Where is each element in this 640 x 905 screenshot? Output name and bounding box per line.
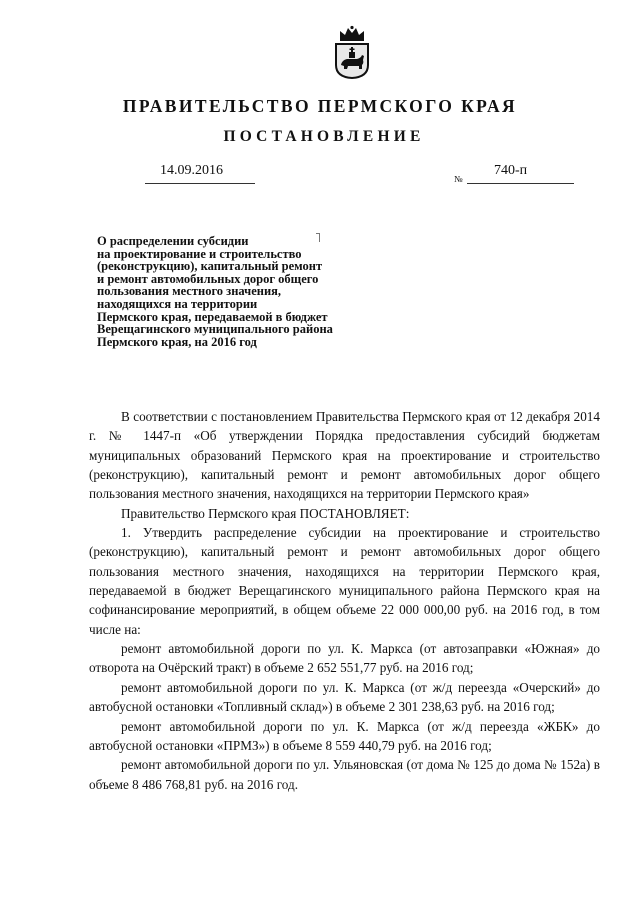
subject-line: (реконструкцию), капитальный ремонт bbox=[97, 259, 323, 274]
number-sign: № bbox=[454, 174, 463, 184]
road-item: ремонт автомобильной дороги по ул. К. Маркса (от автозаправки «Южная» до отворота на Очёрский тракт) в объеме 2 652 551,77 руб. на 2016 год; bbox=[89, 641, 600, 676]
government-title: ПРАВИТЕЛЬСТВО ПЕРМСКОГО КРАЯ bbox=[122, 96, 518, 116]
subject-line: Пермского края, на 2016 год bbox=[97, 334, 257, 349]
number-underline bbox=[467, 183, 574, 184]
document-number: 740-п bbox=[494, 163, 528, 178]
date-underline bbox=[145, 183, 255, 184]
subject-line: на проектирование и строительство bbox=[97, 246, 302, 261]
item-1-paragraph: 1. Утвердить распределение субсидии на проектирование и строительство (реконструкцию), капитальный ремонт и ремонт автомобильных дорог общего пользования местного значения, находящихся на территории Пермского края, передаваемой в бюджет Верещагинского муниципального района Пермского края на софинансирование мероприятий, в общем объеме 22 000 000,00 руб. на 2016 год, в том числе на: bbox=[89, 525, 600, 637]
perm-krai-coat-of-arms-icon bbox=[331, 25, 373, 80]
document-date: 14.09.2016 bbox=[160, 163, 223, 178]
subject-line: находящихся на территории bbox=[97, 296, 258, 311]
preamble-paragraph: В соответствии с постановлением Правительства Пермского края от 12 декабря 2014 г. № 1447-п «Об утверждении Порядка предоставления субсидий бюджетам муниципальных образований Пермского края на проектирование и строительство (реконструкцию), капитальный ремонт и ремонт автомобильных дорог общего пользования местного значения, находящихся на территории Пермского края» bbox=[89, 409, 600, 502]
document-subject bbox=[97, 235, 397, 348]
subject-line: Верещагинского муниципального района bbox=[97, 322, 333, 337]
resolves-paragraph: Правительство Пермского края ПОСТАНОВЛЯЕТ: bbox=[121, 505, 410, 521]
road-item: ремонт автомобильной дороги по ул. К. Маркса (от ж/д переезда «Очерский» до автобусной остановки «Топливный склад») в объеме 2 301 238,63 руб. на 2016 год; bbox=[89, 679, 600, 715]
document-type: ПОСТАНОВЛЕНИЕ bbox=[223, 128, 425, 145]
subject-line: и ремонт автомобильных дорог общего bbox=[97, 271, 319, 286]
road-item: ремонт автомобильной дороги по ул. К. Маркса (от ж/д переезда «ЖБК» до автобусной остановки «ПРМЗ») в объеме 8 559 440,79 руб. на 2016 год; bbox=[89, 718, 600, 753]
subject-line: О распределении субсидии bbox=[97, 234, 249, 248]
subject-line: пользования местного значения, bbox=[97, 284, 282, 299]
document-body bbox=[89, 407, 600, 794]
subject-line: Пермского края, передаваемой в бюджет bbox=[97, 309, 328, 324]
road-item: ремонт автомобильной дороги по ул. Ульяновская (от дома № 125 до дома № 152а) в объеме 8 486 768,81 руб. на 2016 год. bbox=[89, 757, 600, 792]
